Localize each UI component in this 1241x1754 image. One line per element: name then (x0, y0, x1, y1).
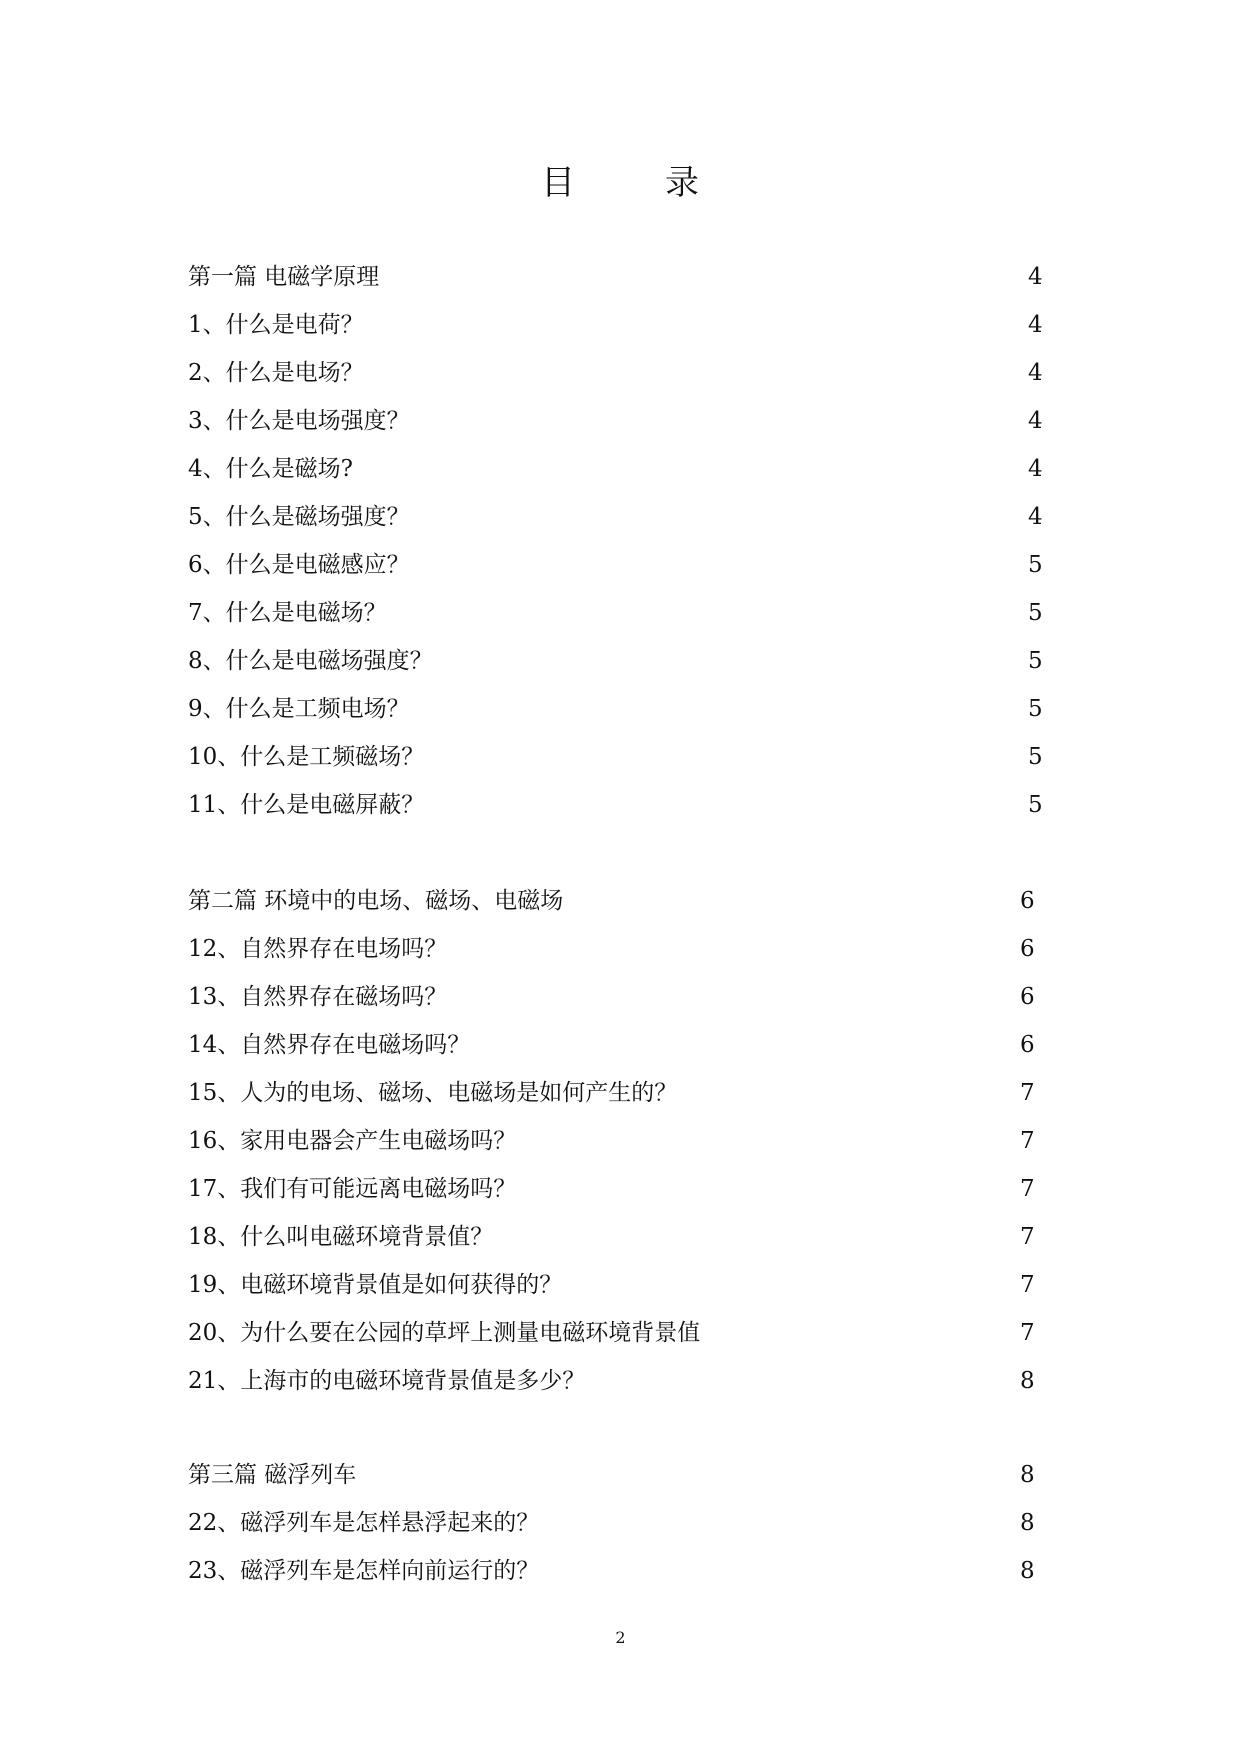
toc-entry[interactable] (188, 493, 1043, 541)
toc-entry-title: 8、什么是电磁场强度？ (188, 648, 433, 674)
toc-entry[interactable] (188, 1357, 1038, 1405)
toc-entry-page: 5 (1028, 552, 1043, 578)
toc-entry-title: 7、什么是电磁场？ (188, 600, 387, 626)
toc-entry-title: 15、人为的电场、磁场、电磁场是如何产生的？ (188, 1080, 678, 1106)
toc-entry-title: 3、什么是电场强度？ (188, 408, 410, 434)
toc-entry[interactable] (188, 685, 1043, 733)
toc-entry-title: 18、什么叫电磁环境背景值？ (188, 1224, 494, 1250)
toc-title (0, 158, 1241, 208)
toc-entry-page: 7 (1020, 1272, 1035, 1298)
toc-entry-title: 23、磁浮列车是怎样向前运行的？ (188, 1558, 540, 1584)
toc-entry[interactable] (188, 541, 1043, 589)
toc-entry-title: 12、自然界存在电场吗？ (188, 936, 448, 962)
toc-entry-title: 16、家用电器会产生电磁场吗？ (188, 1128, 517, 1154)
toc-entry-title: 20、为什么要在公园的草坪上测量电磁环境背景值 (188, 1320, 701, 1346)
toc-entry-page: 4 (1028, 360, 1043, 386)
toc-entry-page: 5 (1028, 696, 1043, 722)
toc-entry[interactable] (188, 301, 1043, 349)
toc-entry[interactable] (188, 925, 1038, 973)
toc-entry-page: 4 (1028, 456, 1043, 482)
toc-entry-page: 7 (1020, 1320, 1035, 1346)
toc-entry-page: 4 (1028, 504, 1043, 530)
toc-entry-page: 4 (1028, 408, 1043, 434)
toc-entry[interactable] (188, 1547, 1038, 1595)
toc-entry-title: 21、上海市的电磁环境背景值是多少？ (188, 1368, 586, 1394)
toc-entry-page: 8 (1020, 1558, 1035, 1584)
toc-entry-page: 8 (1020, 1368, 1035, 1394)
toc-entry[interactable] (188, 1069, 1038, 1117)
toc-entry[interactable] (188, 1165, 1038, 1213)
toc-entry-page: 7 (1020, 1176, 1035, 1202)
toc-entry-title: 2、什么是电场？ (188, 360, 364, 386)
toc-entry[interactable] (188, 1499, 1038, 1547)
toc-entry[interactable] (188, 445, 1043, 493)
toc-entry-title: 第三篇 磁浮列车 (188, 1462, 357, 1488)
toc-entry-title: 4、什么是磁场? (188, 456, 353, 482)
toc-entry-page: 8 (1020, 1510, 1035, 1536)
toc-entry-title: 9、什么是工频电场？ (188, 696, 410, 722)
toc-title-char: 录 (665, 163, 699, 203)
toc-title-char: 目 (541, 163, 575, 203)
toc-entry[interactable] (188, 637, 1043, 685)
toc-entry-page: 6 (1020, 888, 1035, 914)
toc-part-heading[interactable] (188, 253, 1043, 301)
toc-entry-title: 1、什么是电荷？ (188, 312, 364, 338)
toc-entry-page: 6 (1020, 984, 1035, 1010)
toc-section-2 (188, 877, 1038, 1405)
toc-entry-page: 4 (1028, 264, 1043, 290)
toc-entry-title: 第二篇 环境中的电场、磁场、电磁场 (188, 888, 564, 914)
toc-entry[interactable] (188, 1309, 1038, 1357)
toc-entry-title: 11、什么是电磁屏蔽？ (188, 792, 425, 818)
toc-entry-title: 19、电磁环境背景值是如何获得的？ (188, 1272, 563, 1298)
toc-entry-page: 5 (1028, 744, 1043, 770)
toc-entry-title: 10、什么是工频磁场？ (188, 744, 425, 770)
toc-entry-title: 22、磁浮列车是怎样悬浮起来的？ (188, 1510, 540, 1536)
toc-section-1 (188, 253, 1043, 829)
toc-entry-title: 14、自然界存在电磁场吗？ (188, 1032, 471, 1058)
toc-section-3 (188, 1451, 1038, 1595)
toc-entry-page: 7 (1020, 1080, 1035, 1106)
toc-entry[interactable] (188, 349, 1043, 397)
toc-part-heading[interactable] (188, 1451, 1038, 1499)
toc-entry-title: 5、什么是磁场强度？ (188, 504, 410, 530)
page-number: 2 (615, 1628, 626, 1647)
toc-entry[interactable] (188, 589, 1043, 637)
toc-entry-page: 5 (1028, 792, 1043, 818)
toc-entry-page: 5 (1028, 648, 1043, 674)
toc-entry-title: 6、什么是电磁感应？ (188, 552, 410, 578)
toc-entry-title: 17、我们有可能远离电磁场吗？ (188, 1176, 517, 1202)
toc-entry-page: 7 (1020, 1128, 1035, 1154)
toc-entry[interactable] (188, 781, 1043, 829)
toc-entry-page: 7 (1020, 1224, 1035, 1250)
toc-entry-title: 第一篇 电磁学原理 (188, 264, 380, 290)
toc-entry-title: 13、自然界存在磁场吗？ (188, 984, 448, 1010)
toc-entry-page: 6 (1020, 936, 1035, 962)
toc-entry-page: 8 (1020, 1462, 1035, 1488)
toc-entry[interactable] (188, 1213, 1038, 1261)
toc-entry[interactable] (188, 1117, 1038, 1165)
toc-entry[interactable] (188, 397, 1043, 445)
toc-entry[interactable] (188, 1021, 1038, 1069)
toc-part-heading[interactable] (188, 877, 1038, 925)
toc-entry-page: 6 (1020, 1032, 1035, 1058)
toc-entry-page: 5 (1028, 600, 1043, 626)
toc-entry[interactable] (188, 733, 1043, 781)
toc-entry-page: 4 (1028, 312, 1043, 338)
toc-entry[interactable] (188, 973, 1038, 1021)
toc-entry[interactable] (188, 1261, 1038, 1309)
